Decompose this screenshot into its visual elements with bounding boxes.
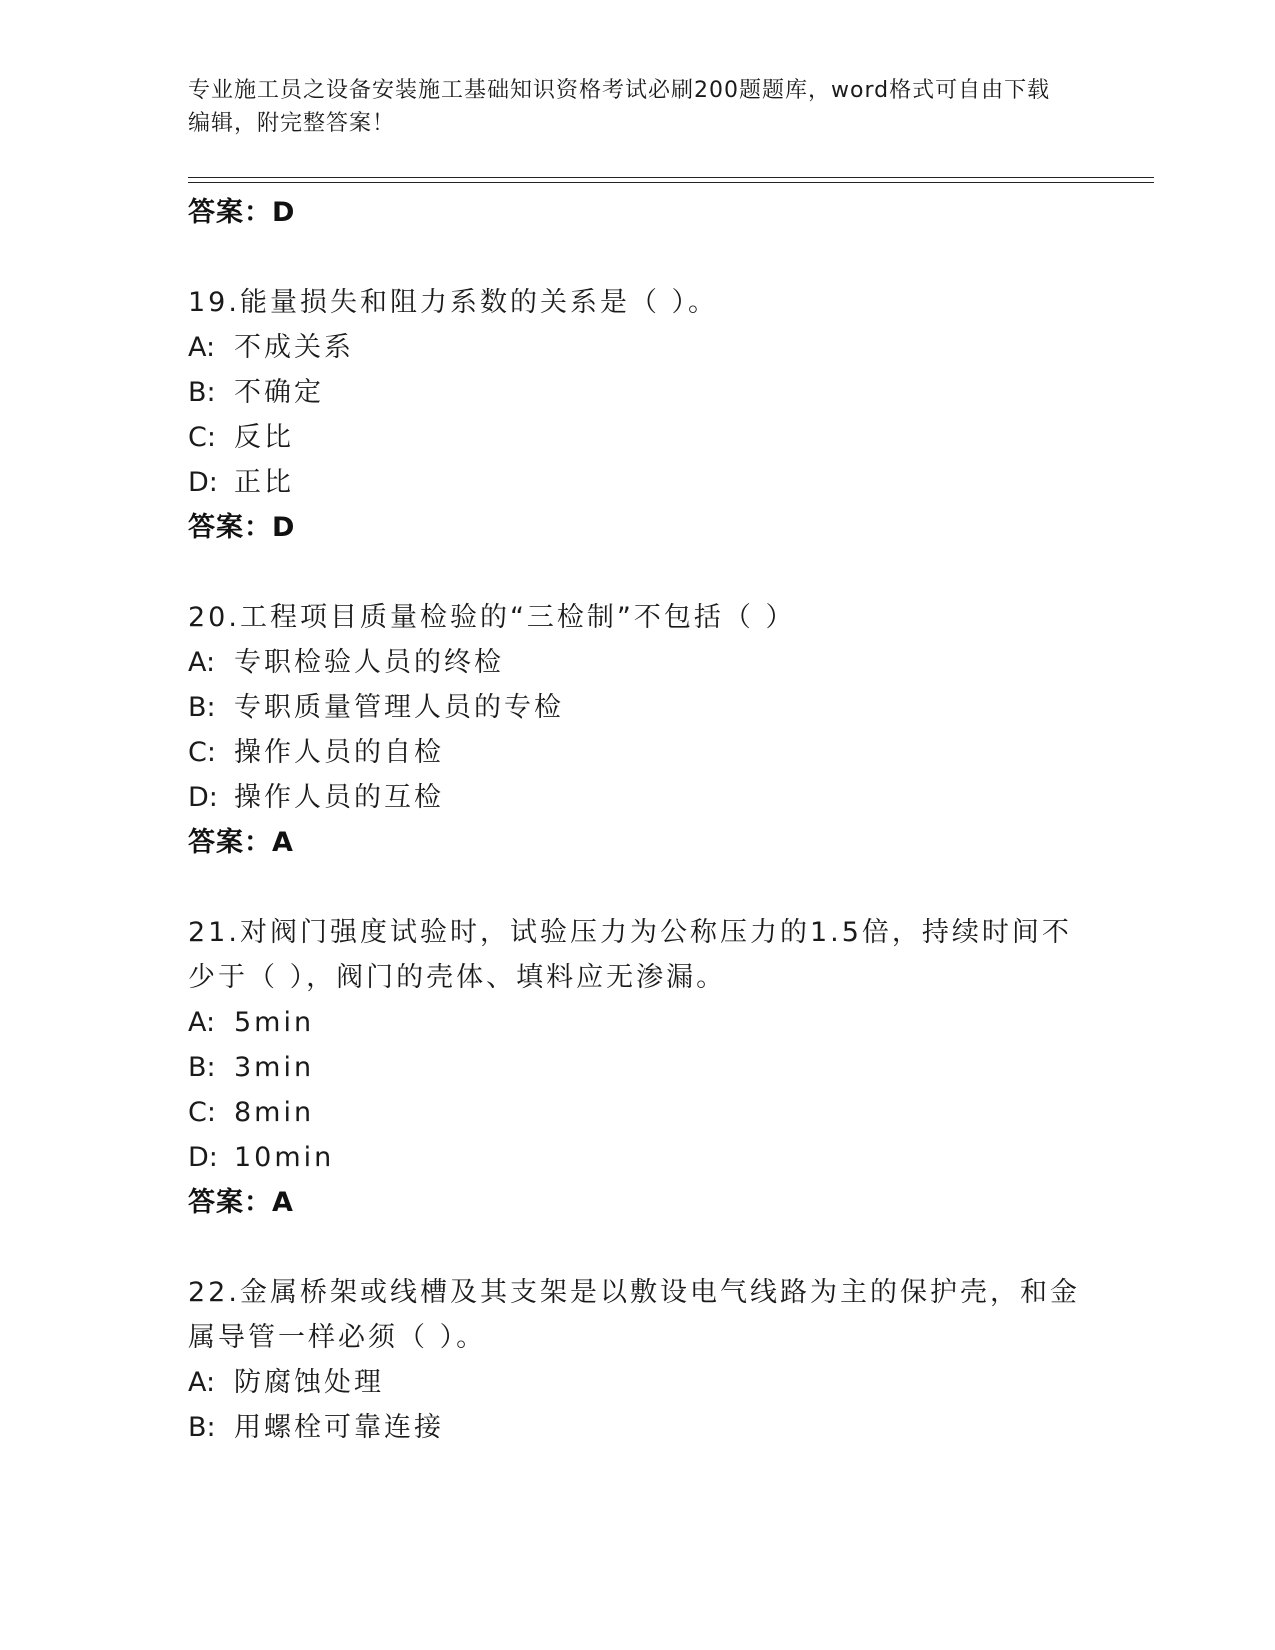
option-text: 专职检验人员的终检 [234, 647, 504, 678]
option-text: 不成关系 [234, 332, 354, 363]
answer: 答案：A [188, 1187, 294, 1218]
answer: 答案：A [188, 827, 294, 858]
answer: 答案：D [188, 512, 296, 543]
option-b [188, 370, 1088, 415]
option-text: 3min [234, 1052, 315, 1083]
question-list [188, 190, 1088, 1450]
option-letter: B: [188, 692, 216, 723]
option-letter: B: [188, 377, 216, 408]
question-21 [188, 910, 1088, 1225]
question-19 [188, 280, 1088, 550]
option-c [188, 730, 1088, 775]
option-text: 10min [234, 1142, 335, 1173]
document-header: 专业施工员之设备安装施工基础知识资格考试必刷200题题库，word格式可自由下载编辑，附完整答案！ [188, 78, 1051, 136]
question-text: 20.工程项目质量检验的“三检制”不包括（ ） [188, 602, 796, 633]
option-letter: A: [188, 1007, 216, 1038]
previous-answer: 答案：D [188, 197, 296, 228]
option-a [188, 1360, 1088, 1405]
option-text: 操作人员的互检 [234, 782, 444, 813]
option-text: 专职质量管理人员的专检 [234, 692, 564, 723]
option-d [188, 460, 1088, 505]
option-b [188, 1045, 1088, 1090]
option-text: 操作人员的自检 [234, 737, 444, 768]
option-a [188, 325, 1088, 370]
option-letter: C: [188, 422, 216, 453]
option-letter: D: [188, 782, 218, 813]
option-list [188, 325, 1088, 505]
option-c [188, 415, 1088, 460]
option-list [188, 1360, 1088, 1450]
option-text: 5min [234, 1007, 315, 1038]
question-text: 22.金属桥架或线槽及其支架是以敷设电气线路为主的保护壳，和金属导管一样必须（ ）。 [188, 1277, 1080, 1353]
option-a [188, 640, 1088, 685]
option-text: 用螺栓可靠连接 [234, 1412, 444, 1443]
option-b [188, 685, 1088, 730]
option-letter: D: [188, 1142, 218, 1173]
option-text: 反比 [234, 422, 294, 453]
option-list [188, 640, 1088, 820]
option-text: 正比 [234, 467, 294, 498]
option-letter: B: [188, 1412, 216, 1443]
option-d [188, 1135, 1088, 1180]
question-text: 19.能量损失和阻力系数的关系是（ ）。 [188, 287, 719, 318]
question-22 [188, 1270, 1088, 1450]
option-text: 防腐蚀处理 [234, 1367, 384, 1398]
option-d [188, 775, 1088, 820]
option-b [188, 1405, 1088, 1450]
option-text: 不确定 [234, 377, 324, 408]
option-letter: A: [188, 647, 216, 678]
option-list [188, 1000, 1088, 1180]
option-text: 8min [234, 1097, 315, 1128]
option-a [188, 1000, 1088, 1045]
question-20 [188, 595, 1088, 865]
option-letter: A: [188, 1367, 216, 1398]
question-text: 21.对阀门强度试验时，试验压力为公称压力的1.5倍，持续时间不少于（ ），阀门的壳体、填料应无渗漏。 [188, 917, 1072, 993]
option-letter: D: [188, 467, 218, 498]
option-letter: A: [188, 332, 216, 363]
header-rule-thick [188, 182, 1154, 183]
option-letter: C: [188, 737, 216, 768]
option-c [188, 1090, 1088, 1135]
option-letter: C: [188, 1097, 216, 1128]
option-letter: B: [188, 1052, 216, 1083]
header-rule-thin [188, 177, 1154, 178]
